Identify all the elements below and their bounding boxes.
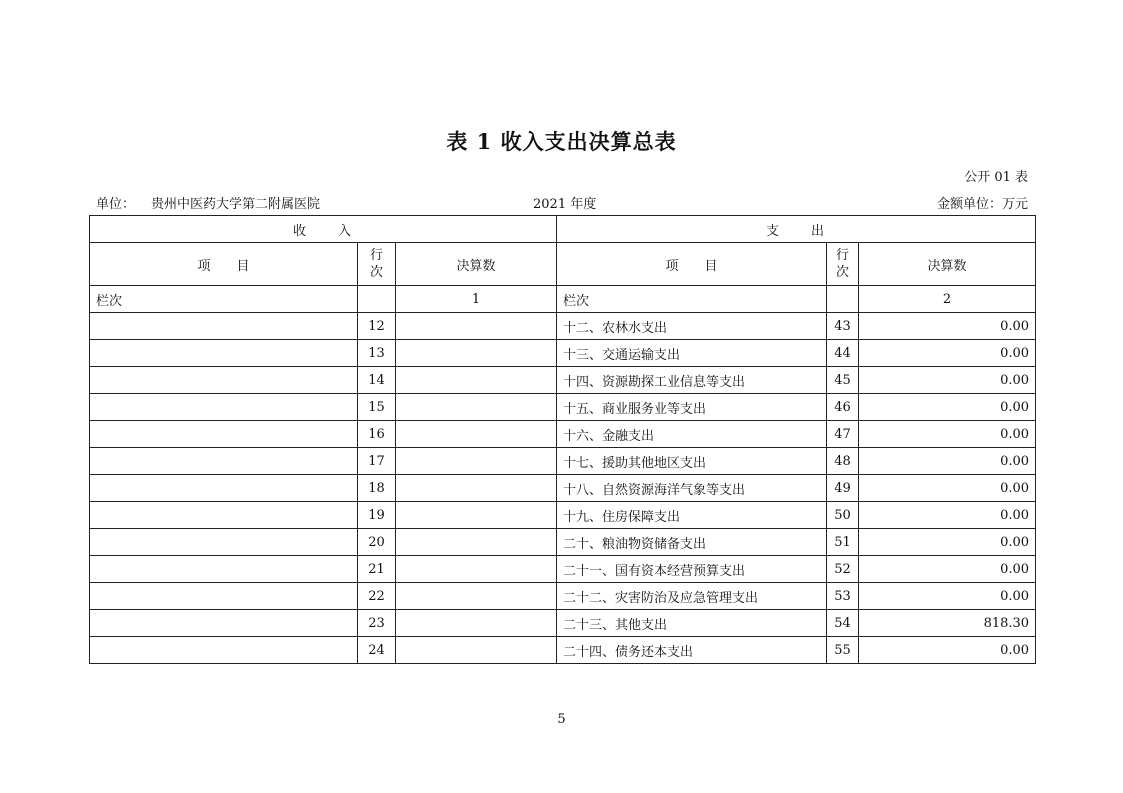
income-amount-cell — [396, 637, 557, 664]
income-line-cell: 23 — [358, 610, 396, 637]
expense-item-cell: 十五、商业服务业等支出 — [557, 394, 827, 421]
table-row — [90, 610, 1036, 637]
expense-amount-cell: 0.00 — [859, 340, 1036, 367]
income-line-cell: 24 — [358, 637, 396, 664]
income-item-cell — [90, 340, 358, 367]
unit-name: 贵州中医药大学第二附属医院 — [151, 197, 321, 212]
table-row — [90, 394, 1036, 421]
expense-item-cell: 十三、交通运输支出 — [557, 340, 827, 367]
expense-item-cell: 二十三、其他支出 — [557, 610, 827, 637]
income-item-cell — [90, 556, 358, 583]
expense-index-label: 栏次 — [557, 286, 827, 313]
expense-index-line — [827, 286, 859, 313]
expense-amount-cell: 0.00 — [859, 394, 1036, 421]
income-amount-cell — [396, 556, 557, 583]
expense-item-header: 项 目 — [557, 243, 827, 286]
line-header-top: 行 — [369, 248, 383, 263]
income-amount-cell — [396, 394, 557, 421]
expense-item-cell: 二十二、灾害防治及应急管理支出 — [557, 583, 827, 610]
income-line-cell: 12 — [358, 313, 396, 340]
unit-line — [96, 193, 320, 212]
expense-line-cell: 55 — [827, 637, 859, 664]
income-item-cell — [90, 448, 358, 475]
expense-line-cell: 48 — [827, 448, 859, 475]
expense-line-cell: 54 — [827, 610, 859, 637]
income-section-header: 收 入 — [90, 216, 557, 243]
expense-amount-cell: 0.00 — [859, 556, 1036, 583]
income-item-cell — [90, 313, 358, 340]
expense-item-cell: 十二、农林水支出 — [557, 313, 827, 340]
expense-amount-cell: 0.00 — [859, 367, 1036, 394]
income-amount-cell — [396, 502, 557, 529]
expense-line-cell: 45 — [827, 367, 859, 394]
expense-item-cell: 二十一、国有资本经营预算支出 — [557, 556, 827, 583]
income-index-label: 栏次 — [90, 286, 358, 313]
table-row — [90, 421, 1036, 448]
income-line-cell: 19 — [358, 502, 396, 529]
income-item-cell — [90, 502, 358, 529]
expense-amount-cell: 0.00 — [859, 448, 1036, 475]
expense-line-cell: 46 — [827, 394, 859, 421]
table-row — [90, 556, 1036, 583]
expense-line-header — [827, 243, 859, 286]
income-item-cell — [90, 394, 358, 421]
expense-column-number: 2 — [859, 286, 1036, 313]
expense-line-cell: 47 — [827, 421, 859, 448]
form-number: 公开 01 表 — [964, 170, 1028, 185]
income-line-cell: 18 — [358, 475, 396, 502]
income-column-number: 1 — [396, 286, 557, 313]
expense-amount-cell: 0.00 — [859, 313, 1036, 340]
income-amount-cell — [396, 448, 557, 475]
section-header-row — [90, 216, 1036, 243]
income-line-cell: 15 — [358, 394, 396, 421]
fiscal-year: 2021 年度 — [533, 197, 597, 212]
expense-line-cell: 51 — [827, 529, 859, 556]
table-row — [90, 529, 1036, 556]
column-index-row — [90, 286, 1036, 313]
income-item-cell — [90, 583, 358, 610]
expense-line-cell: 52 — [827, 556, 859, 583]
income-item-header: 项 目 — [90, 243, 358, 286]
income-item-cell — [90, 529, 358, 556]
line-header-top: 行 — [836, 248, 850, 263]
table-row — [90, 313, 1036, 340]
income-item-cell — [90, 367, 358, 394]
column-header-row — [90, 243, 1036, 286]
expense-line-cell: 44 — [827, 340, 859, 367]
expense-line-cell: 50 — [827, 502, 859, 529]
income-amount-cell — [396, 610, 557, 637]
expense-item-cell: 十六、金融支出 — [557, 421, 827, 448]
expense-item-cell: 二十、粮油物资储备支出 — [557, 529, 827, 556]
table-row — [90, 340, 1036, 367]
expense-amount-cell: 0.00 — [859, 583, 1036, 610]
expense-amount-cell: 818.30 — [859, 610, 1036, 637]
income-amount-cell — [396, 529, 557, 556]
line-header-bottom: 次 — [369, 265, 383, 280]
expense-amount-cell: 0.00 — [859, 637, 1036, 664]
table-row — [90, 583, 1036, 610]
expense-item-cell: 十九、住房保障支出 — [557, 502, 827, 529]
income-line-cell: 20 — [358, 529, 396, 556]
currency-unit: 金额单位：万元 — [936, 197, 1028, 212]
income-expense-table — [89, 215, 1036, 664]
income-amount-header: 决算数 — [396, 243, 557, 286]
expense-line-cell: 49 — [827, 475, 859, 502]
expense-amount-cell: 0.00 — [859, 529, 1036, 556]
expense-line-cell: 53 — [827, 583, 859, 610]
line-header-bottom: 次 — [836, 265, 850, 280]
income-amount-cell — [396, 367, 557, 394]
income-line-cell: 13 — [358, 340, 396, 367]
income-item-cell — [90, 637, 358, 664]
expense-section-header: 支 出 — [557, 216, 1036, 243]
expense-item-cell: 十八、自然资源海洋气象等支出 — [557, 475, 827, 502]
table-row — [90, 367, 1036, 394]
income-index-line — [358, 286, 396, 313]
expense-line-cell: 43 — [827, 313, 859, 340]
income-amount-cell — [396, 583, 557, 610]
income-amount-cell — [396, 313, 557, 340]
income-line-cell: 14 — [358, 367, 396, 394]
income-amount-cell — [396, 475, 557, 502]
page-number: 5 — [557, 712, 566, 727]
table-row — [90, 637, 1036, 664]
income-line-cell: 16 — [358, 421, 396, 448]
table-row — [90, 502, 1036, 529]
expense-item-cell: 十七、援助其他地区支出 — [557, 448, 827, 475]
expense-amount-cell: 0.00 — [859, 421, 1036, 448]
expense-amount-cell: 0.00 — [859, 502, 1036, 529]
income-amount-cell — [396, 421, 557, 448]
page-title: 表 1 收入支出决算总表 — [446, 129, 677, 154]
income-line-cell: 21 — [358, 556, 396, 583]
expense-amount-cell: 0.00 — [859, 475, 1036, 502]
table-row — [90, 475, 1036, 502]
income-line-header — [358, 243, 396, 286]
income-line-cell: 22 — [358, 583, 396, 610]
expense-amount-header: 决算数 — [859, 243, 1036, 286]
income-item-cell — [90, 610, 358, 637]
expense-item-cell: 二十四、债务还本支出 — [557, 637, 827, 664]
expense-item-cell: 十四、资源勘探工业信息等支出 — [557, 367, 827, 394]
income-item-cell — [90, 475, 358, 502]
unit-label: 单位： — [96, 197, 136, 212]
income-line-cell: 17 — [358, 448, 396, 475]
table-row — [90, 448, 1036, 475]
income-item-cell — [90, 421, 358, 448]
income-amount-cell — [396, 340, 557, 367]
